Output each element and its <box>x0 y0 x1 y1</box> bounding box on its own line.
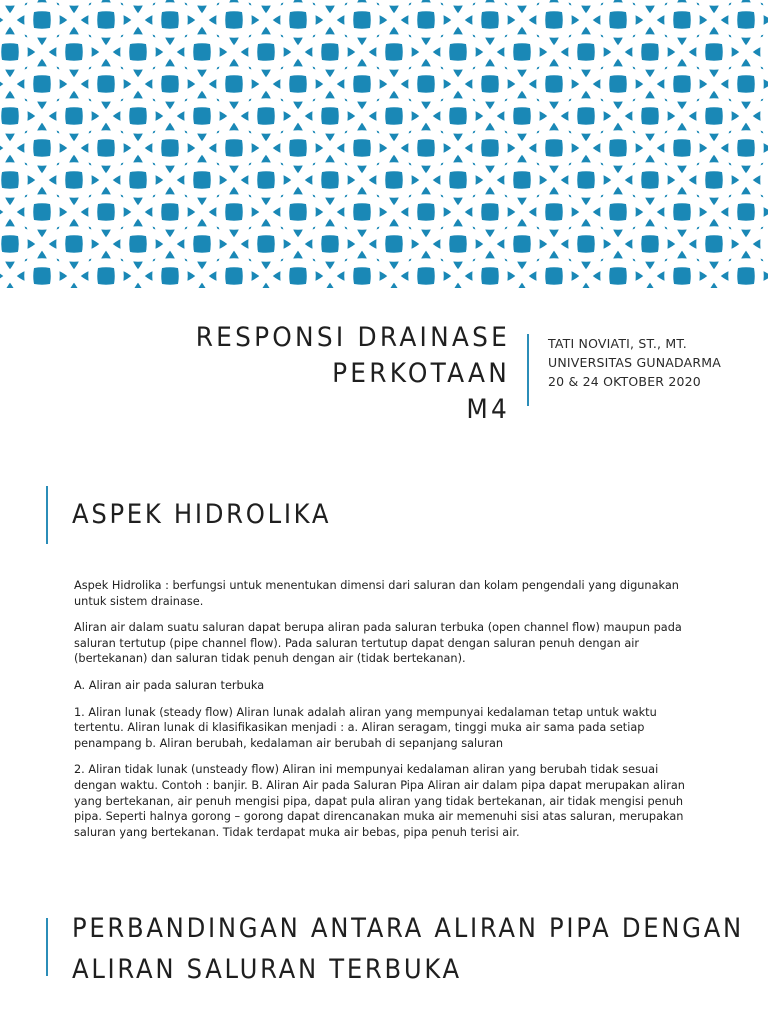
section-title <box>72 908 744 990</box>
presentation-date: 20 & 24 OKTOBER 2020 <box>548 374 701 389</box>
section-heading-perbandingan <box>0 913 768 985</box>
ring-pattern <box>0 0 768 288</box>
section-accent-bar <box>46 918 48 976</box>
section-accent-bar <box>46 486 48 544</box>
section-body <box>74 578 696 851</box>
presentation-title <box>87 320 510 428</box>
author-name: TATI NOVIATI, ST., MT. <box>548 336 687 351</box>
institution-name: UNIVERSITAS GUNADARMA <box>548 355 721 370</box>
paragraph: A. Aliran air pada saluran terbuka <box>74 678 265 692</box>
section-heading-hidrolika <box>0 486 768 544</box>
title-divider <box>527 334 529 406</box>
title-block <box>0 316 768 425</box>
title-line-1: RESPONSI DRAINASE PERKOTAAN <box>195 322 510 389</box>
pattern-banner <box>0 0 768 288</box>
title-line-2: M4 <box>466 394 510 425</box>
paragraph: 2. Aliran tidak lunak (unsteady flow) Aliran ini mempunyai kedalaman aliran yang berubah tidak sesuai dengan waktu. Contoh : banjir. B. Aliran Air pada Saluran Pipa Aliran air dalam pipa dapat merupakan aliran yang bertekanan, air penuh mengisi pipa, dapat pula aliran yang tidak bertekanan, air tidak mengisi penuh pipa. Seperti halnya gorong – gorong dapat direncanakan muka air memenuhi sisi atas saluran, merupakan saluran yang bertekanan. Tidak terdapat muka air bebas, pipa penuh terisi air. <box>74 763 685 839</box>
section-title: ASPEK HIDROLIKA <box>72 499 332 530</box>
paragraph: Aspek Hidrolika : berfungsi untuk menentukan dimensi dari saluran dan kolam pengendali yang digunakan untuk sistem drainase. <box>74 579 679 608</box>
author-info <box>548 334 721 391</box>
section-title-line-1: PERBANDINGAN ANTARA ALIRAN PIPA DENGAN <box>72 913 744 944</box>
paragraph: 1. Aliran lunak (steady flow) Aliran lunak adalah aliran yang mempunyai kedalaman tetap untuk waktu tertentu. Aliran lunak di klasifikasikan menjadi : a. Aliran seragam, tinggi muka air sama pada setiap penampang b. Aliran berubah, kedalaman air berubah di sepanjang saluran <box>74 705 657 750</box>
paragraph: Aliran air dalam suatu saluran dapat berupa aliran pada saluran terbuka (open channel flow) maupun pada saluran tertutup (pipe channel flow). Pada saluran tertutup dapat dengan saluran penuh dengan air (bertekanan) dan saluran tidak penuh dengan air (tidak bertekanan). <box>74 621 682 666</box>
section-title-line-2: ALIRAN SALURAN TERBUKA <box>72 954 462 985</box>
